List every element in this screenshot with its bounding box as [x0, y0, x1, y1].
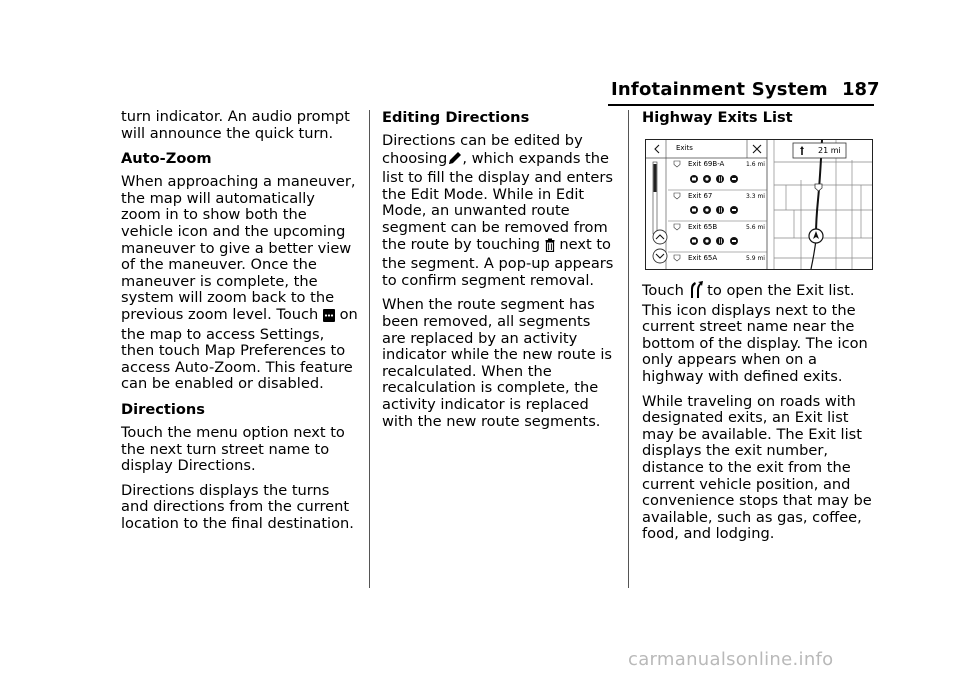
- heading-auto-zoom: Auto-Zoom: [121, 150, 212, 168]
- column-divider: [369, 110, 370, 588]
- exit-row-distance: 5.6 mi: [746, 224, 765, 231]
- exit-row-name: Exit 69B-A: [688, 160, 725, 168]
- text: on the map to access Settings, then touch Map Preferences to access Auto-Zoom. This feature can be enabled or disabled.: [121, 305, 358, 393]
- exit-row-distance: 1.6 mi: [746, 161, 765, 168]
- exit-row-distance: 5.9 mi: [746, 255, 765, 262]
- header-rule: [608, 104, 874, 106]
- exit-row-distance: 3.3 mi: [746, 193, 765, 200]
- heading-editing-directions: Editing Directions: [382, 109, 530, 126]
- heading-directions: Directions: [121, 400, 205, 418]
- page-number: 187: [842, 79, 880, 100]
- column-divider: [628, 110, 629, 588]
- text: to open the Exit list. This icon displays next to the current street name near the bottom of the display. The icon only appears when on a highway with defined exits.: [642, 282, 868, 385]
- exits-screen-graphic: [646, 140, 872, 269]
- paragraph: Touch the menu option next to the next turn street name to display Directions.: [121, 423, 345, 475]
- text: When approaching a maneuver, the map will automatically zoom in to show both the vehicle icon and the upcoming maneuver to give a better view of the maneuver. Once the maneuver is complete, the system will zoom back to the previous zoom level. Touch: [121, 173, 356, 323]
- exits-title: Exits: [676, 144, 693, 152]
- trash-icon: [545, 238, 555, 257]
- column-left: [121, 109, 359, 540]
- watermark: carmanualsonline.info: [628, 649, 834, 670]
- paragraph: [642, 281, 876, 386]
- paragraph: When the route segment has been removed, all segments are replaced by an activity indicator while the new route is recalculated. When the recalculation is complete, the activity indicator is replaced with the new route segments.: [382, 296, 613, 430]
- pencil-icon: [447, 150, 462, 171]
- paragraph: [121, 174, 359, 393]
- column-middle: [382, 109, 618, 438]
- exits-list-screenshot: [645, 139, 873, 270]
- exit-row-name: Exit 65A: [688, 254, 718, 262]
- paragraph: While traveling on roads with designated exits, an Exit list may be available. The Exit list displays the exit number, distance to the exit from the current vehicle position, and convenience stops that may be available, such as gas, coffee, food, and lodging.: [642, 392, 872, 543]
- paragraph: [382, 133, 618, 289]
- exit-row-name: Exit 67: [688, 192, 713, 200]
- exit-row-name: Exit 65B: [688, 223, 718, 231]
- text: , which expands the list to fill the display and enters the Edit Mode. While in Edit Mode, an unwanted route segment can be removed from the route by touching: [382, 149, 613, 253]
- heading-highway-exits-list: Highway Exits List: [642, 109, 793, 126]
- text: Touch: [642, 282, 684, 299]
- menu-dots-icon: [323, 309, 335, 327]
- distance-badge: 21 mi: [818, 146, 841, 155]
- text: Directions can be edited by choosing: [382, 132, 583, 167]
- paragraph: Directions displays the turns and directions from the current location to the final destination.: [121, 481, 354, 532]
- paragraph: turn indicator. An audio prompt will announce the quick turn.: [121, 108, 350, 142]
- text: next to the segment. A pop-up appears to confirm segment removal.: [382, 235, 614, 289]
- highway-exit-icon: [689, 281, 703, 303]
- section-title: Infotainment System: [611, 79, 828, 100]
